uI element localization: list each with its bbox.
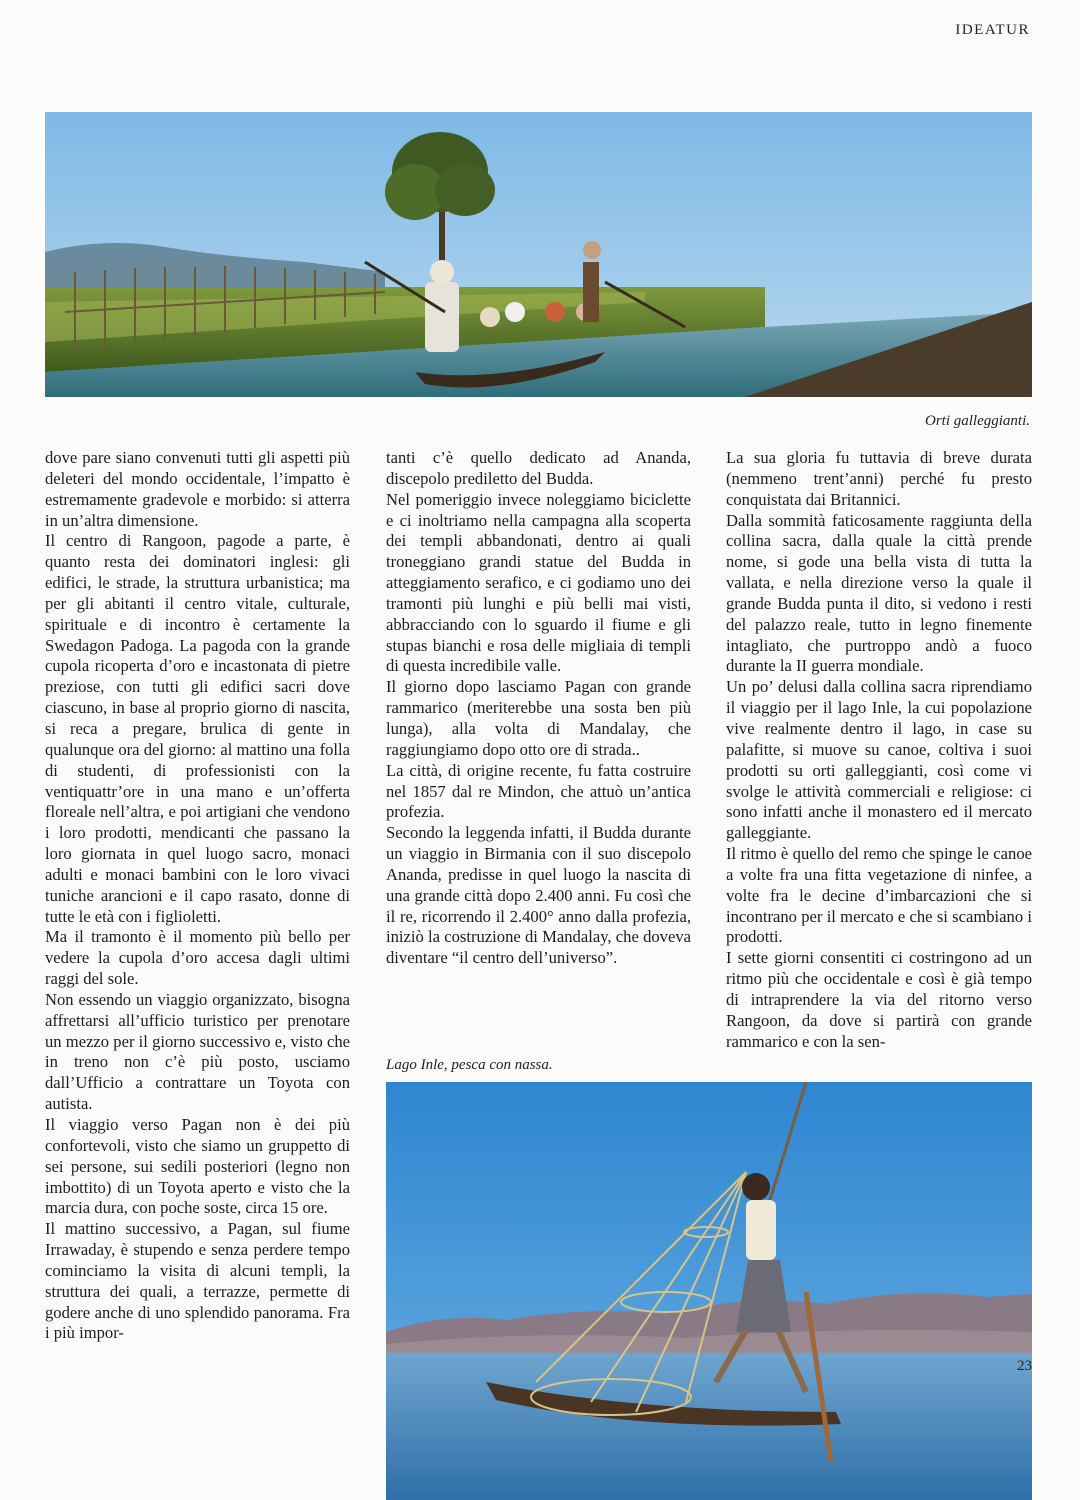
paragraph: I sette giorni consentiti ci costringono ad un ritmo più che occidentale e così è già tempo di intraprendere la via del ritorno verso Rangoon, da dove si partirà con grande rammarico e con la sen- xyxy=(726,948,1032,1051)
paragraph: Secondo la leggenda infatti, il Budda durante un viaggio in Birmania con il suo discepolo Ananda, predisse in quel luogo la nascita di una grande città dopo 2.400 anni. Fu così che il re, ricorrendo il 2.400° anno dalla profezia, iniziò la costruzione di Mandalay, che doveva diventare “il centro dell’universo”. xyxy=(386,823,691,968)
top-photo-caption: Orti galleggianti. xyxy=(925,413,1030,429)
paragraph: Dalla sommità faticosamente raggiunta della collina sacra, dalla quale la città prende nome, si gode una bella vista di tutta la vallata, e nella direzione verso la quale il grande Budda punta il dito, si vedono i resti del palazzo reale, tutto in legno finemente intagliato, che purtroppo andò a fuoco durante la II guerra mondiale. xyxy=(726,510,1032,676)
paragraph: Il giorno dopo lasciamo Pagan con grande rammarico (meriterebbe una sosta ben più lunga), alla volta di Mandalay, che raggiungiamo dopo otto ore di strada.. xyxy=(386,677,691,759)
paragraph: Il mattino successivo, a Pagan, sul fiume Irrawaday, è stupendo e senza perdere tempo cominciamo la visita di alcuni templi, la struttura dei quali, a terrazze, permette di godere anche di uno splendido panorama. Fra i più impor- xyxy=(45,1219,350,1343)
paragraph: Un po’ delusi dalla collina sacra riprendiamo il viaggio per il lago Inle, la cui popolazione vive realmente dentro il lago, in case su palafitte, si muove su canoe, coltiva i suoi prodotti su orti galleggianti, così come vi svolge le attività commerciali e religiose: ci sono infatti anche il monastero ed il mercato galleggiante. xyxy=(726,677,1032,843)
paragraph: Ma il tramonto è il momento più bello per vedere la cupola d’oro accesa dagli ultimi raggi del sole. xyxy=(45,927,350,989)
paragraph: Nel pomeriggio invece noleggiamo biciclette e ci inoltriamo nella campagna alla scoperta dei templi abbandonati, dentro ai quali troneggiano grandi statue del Budda in atteggiamento serafico, e ci godiamo uno dei tramonti più lunghi e più belli mai visti, abbracciando con lo sguardo il fiume e gli stupas bianchi e rosa delle migliaia di templi di questa incredibile valle. xyxy=(386,489,691,676)
bottom-photo-caption: Lago Inle, pesca con nassa. xyxy=(386,1057,553,1073)
floating-gardens-photo xyxy=(45,112,1032,397)
text-column-2 xyxy=(386,448,691,969)
paragraph: Non essendo un viaggio organizzato, bisogna affrettarsi all’ufficio turistico per prenotare un mezzo per il giorno successivo e, visto che in treno non c’è più posto, usciamo dall’Ufficio a contrattare un Toyota con autista. xyxy=(45,989,350,1114)
paragraph: La sua gloria fu tuttavia di breve durata (nemmeno trent’anni) perché fu presto conquistata dai Britannici. xyxy=(726,448,1032,509)
paragraph: Il ritmo è quello del remo che spinge le canoe a volte fra una fitta vegetazione di ninfee, a volte fra le decine d’imbarcazioni che si incontrano per il mercato e che si scambiano i prodotti. xyxy=(726,844,1032,947)
text-column-1 xyxy=(45,448,350,1344)
paragraph: La città, di origine recente, fu fatta costruire nel 1857 dal re Mindon, che attuò un’antica profezia. xyxy=(386,760,691,822)
running-header: IDEATUR xyxy=(955,22,1030,38)
inle-fisherman-photo xyxy=(386,1082,1032,1500)
paragraph: Il viaggio verso Pagan non è dei più confortevoli, visto che siamo un gruppetto di sei persone, sui sedili posteriori (legno non imbottito) di un Toyota aperto e visto che la marcia dura, con poche soste, circa 15 ore. xyxy=(45,1115,350,1218)
paragraph: Il centro di Rangoon, pagode a parte, è quanto resta dei dominatori inglesi: gli edifici, le strade, la struttura urbanistica; ma per gli abitanti il centro vitale, culturale, spirituale e di incontro è certamente la Swedagon Padoga. La pagoda con la grande cupola ricoperta d’oro e incastonata di pietre preziose, con tutti gli edifici sacri dove ciascuno, in base al proprio giorno di nascita, si reca a pregare, brulica di gente in qualunque ora del giorno: al mattino una folla di studenti, di professionisti con la ventiquattr’ore in una mano e un’offerta floreale nell’altra, e poi artigiani che vendono i loro prodotti, mendicanti che passano la loro giornata in quel luogo sacro, monaci adulti e monaci bambini con le loro vivaci tuniche arancioni e il capo rasato, donne di tutte le età con i figlioletti. xyxy=(45,531,350,926)
paragraph: dove pare siano convenuti tutti gli aspetti più deleteri del mondo occidentale, l’impatto è estremamente gradevole e morbido: si atterra in un’altra dimensione. xyxy=(45,448,350,530)
page-number: 23 xyxy=(1017,1358,1032,1374)
text-column-3 xyxy=(726,448,1032,1052)
paragraph: tanti c’è quello dedicato ad Ananda, discepolo prediletto del Budda. xyxy=(386,448,691,488)
